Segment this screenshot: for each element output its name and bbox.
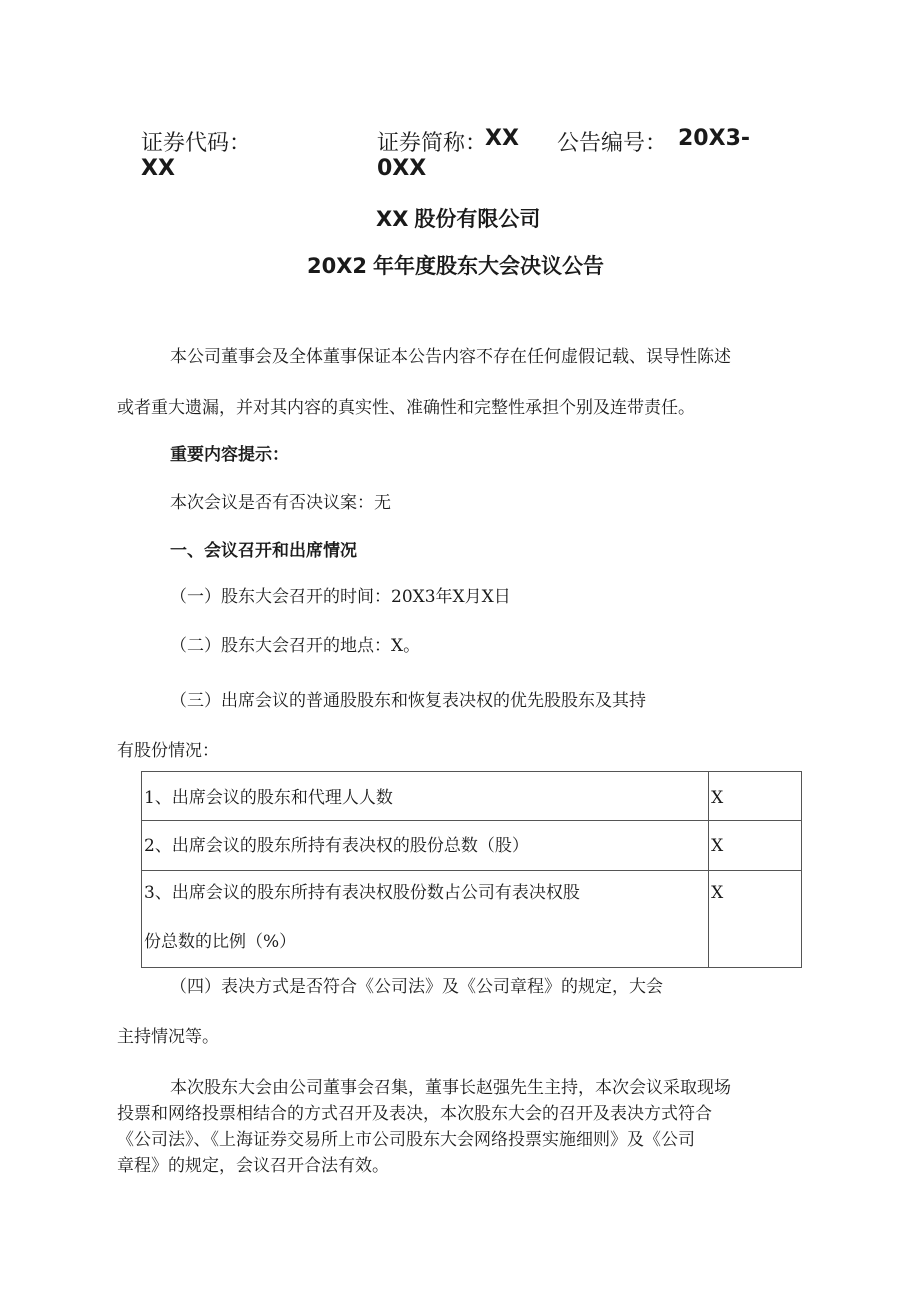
- attendance-line-2: 有股份情况：: [117, 741, 219, 761]
- table-cell-label: [142, 821, 709, 870]
- section-1-heading: 一、会议召开和出席情况: [170, 541, 357, 561]
- document-title-year: 20X2: [307, 254, 368, 278]
- table-cell-label: [142, 870, 709, 968]
- attendance-table: [141, 771, 802, 968]
- document-title: [307, 250, 604, 280]
- row-1-label: 1、出席会议的股东和代理人人数: [144, 788, 393, 808]
- table-row: [142, 821, 802, 870]
- row-3-label-line-2: 份总数的比例（%）: [144, 931, 297, 952]
- row-2-label: 2、出席会议的股东所持有表决权的股份总数（股）: [144, 836, 529, 857]
- document-title-suffix: 年年度股东大会决议公告: [373, 254, 605, 278]
- notice-number-value-part1: 20X3-: [678, 126, 751, 151]
- company-name-prefix: XX: [376, 207, 409, 231]
- row-2-value: X: [711, 836, 724, 857]
- notice-number-value-part2: 0XX: [377, 156, 427, 181]
- voting-paragraph-line-3: 《公司法》、《上海证券交易所上市公司股东大会网络投票实施细则》及《公司: [117, 1130, 695, 1150]
- voting-line-2: 主持情况等。: [117, 1027, 219, 1047]
- notice-number-label: 公告编号：: [557, 131, 668, 156]
- security-code-value: XX: [141, 156, 175, 181]
- table-cell-value: [709, 821, 802, 870]
- security-short-name-value: XX: [485, 126, 519, 151]
- table-cell-value: [709, 870, 802, 968]
- meeting-place: （二）股东大会召开的地点：X。: [170, 636, 421, 656]
- company-name-suffix: 股份有限公司: [414, 207, 541, 231]
- voting-paragraph-line-1: 本次股东大会由公司董事会召集，董事长赵强先生主持，本次会议采取现场: [170, 1078, 731, 1098]
- voting-paragraph-line-2: 投票和网络投票相结合的方式召开及表决，本次股东大会的召开及表决方式符合: [117, 1104, 712, 1124]
- statement-line-2: 或者重大遗漏，并对其内容的真实性、准确性和完整性承担个别及连带责任。: [117, 398, 695, 418]
- meeting-time: （一）股东大会召开的时间：20X3年X月X日: [170, 587, 511, 607]
- row-3-value: X: [711, 882, 724, 903]
- statement-line-1: 本公司董事会及全体董事保证本公告内容不存在任何虚假记载、误导性陈述: [170, 347, 731, 367]
- highlights-heading: 重要内容提示：: [170, 445, 289, 465]
- table-row: [142, 772, 802, 821]
- attendance-line-1: （三）出席会议的普通股股东和恢复表决权的优先股股东及其持: [170, 691, 646, 711]
- veto-statement: 本次会议是否有否决议案：无: [170, 493, 391, 513]
- table-cell-value: [709, 772, 802, 821]
- row-1-value: X: [711, 788, 724, 808]
- voting-paragraph-line-4: 章程》的规定，会议召开合法有效。: [117, 1156, 389, 1176]
- security-short-name-label: 证券简称：: [377, 131, 488, 156]
- row-3-label-line-1: 3、出席会议的股东所持有表决权股份数占公司有表决权股: [144, 882, 580, 903]
- table-cell-label: [142, 772, 709, 821]
- table-row: [142, 870, 802, 968]
- voting-line-1: （四）表决方式是否符合《公司法》及《公司章程》的规定，大会: [170, 977, 663, 997]
- company-name: [376, 203, 540, 233]
- security-code-label: 证券代码：: [141, 131, 252, 156]
